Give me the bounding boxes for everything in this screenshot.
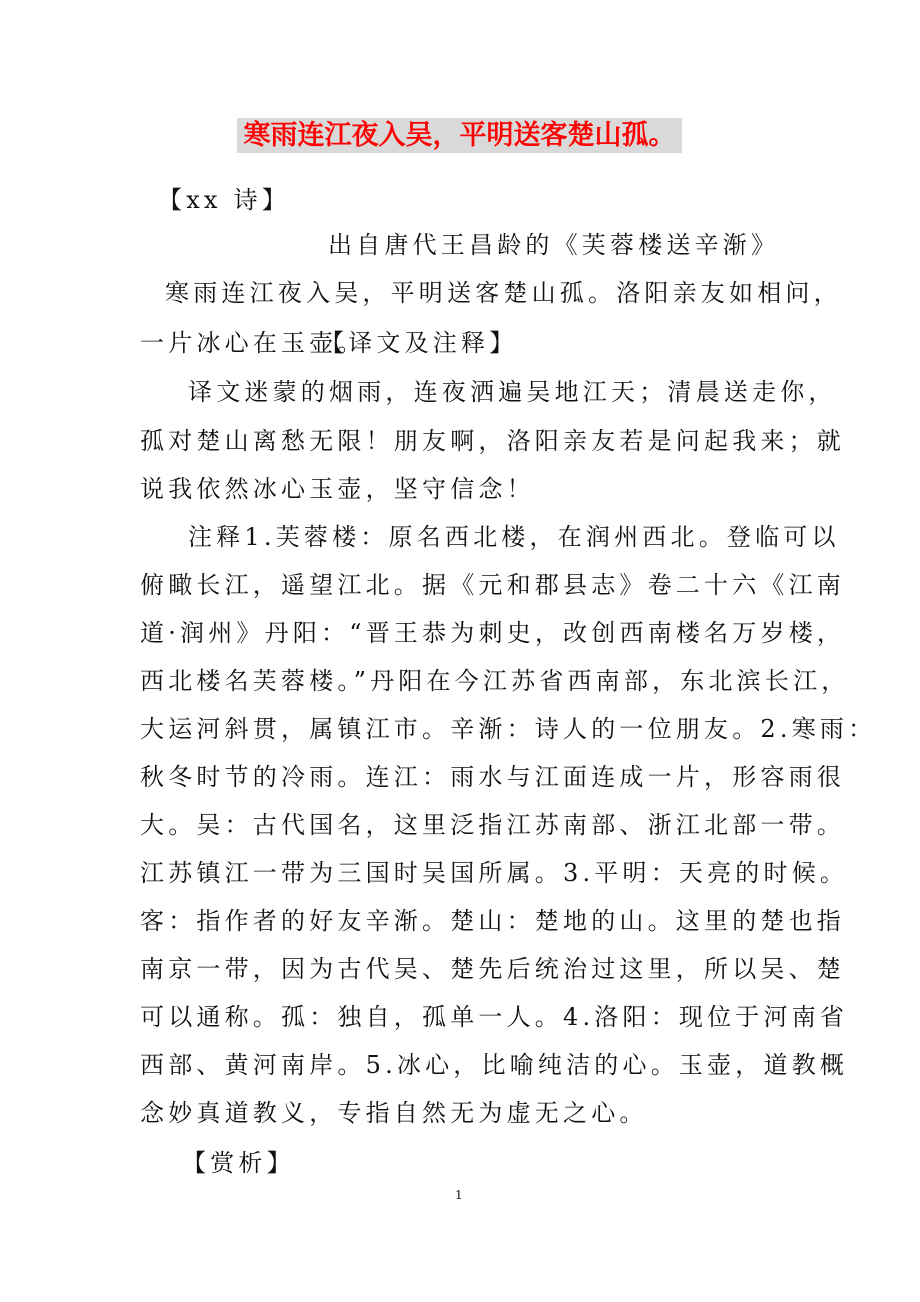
translation-line: 孤对楚山离愁无限！朋友啊，洛阳亲友若是问起我来；就 [140, 427, 845, 455]
poem-line: 寒雨连江夜入吴，平明送客楚山孤。洛阳亲友如相问， [165, 279, 842, 307]
note-line: 江苏镇江一带为三国时吴国所属。3.平明：天亮的时候。 [140, 859, 849, 887]
note-line: 大运河斜贯，属镇江市。辛渐：诗人的一位朋友。2.寒雨： [140, 715, 877, 743]
note-line: 注释1.芙蓉楼：原名西北楼，在润州西北。登临可以 [188, 523, 840, 551]
note-line: 俯瞰长江，遥望江北。据《元和郡县志》卷二十六《江南 [140, 571, 845, 599]
note-line: 南京一带，因为古代吴、楚先后统治过这里，所以吴、楚 [140, 955, 845, 983]
section-heading-translation: 【译文及注释】 [320, 329, 518, 357]
poem-line: 一片冰心在玉壶。 [140, 329, 366, 357]
poem-source: 出自唐代王昌龄的《芙蓉楼送辛渐》 [328, 231, 780, 259]
note-line: 念妙真道教义，专指自然无为虚无之心。 [140, 1099, 648, 1127]
note-line: 秋冬时节的冷雨。连江：雨水与江面连成一片，形容雨很 [140, 763, 845, 791]
page-number: 1 [455, 1188, 463, 1202]
note-line: 西北楼名芙蓉楼。”丹阳在今江苏省西南部，东北滨长江， [140, 667, 850, 695]
document-title: 寒雨连江夜入吴，平明送客楚山孤。 [237, 118, 682, 153]
note-line: 可以通称。孤：独自，孤单一人。4.洛阳：现位于河南省 [140, 1003, 849, 1031]
note-line: 客：指作者的好友辛渐。楚山：楚地的山。这里的楚也指 [140, 907, 845, 935]
translation-line: 译文迷蒙的烟雨，连夜洒遍吴地江天；清晨送走你， [188, 378, 837, 406]
section-heading-poem: 【xx 诗】 [158, 186, 290, 214]
section-heading-appreciation: 【赏析】 [182, 1149, 295, 1177]
note-line: 道·润州》丹阳：“晋王恭为刺史，改创西南楼名万岁楼， [140, 619, 846, 647]
note-line: 西部、黄河南岸。5.冰心，比喻纯洁的心。玉壶，道教概 [140, 1051, 849, 1079]
translation-line: 说我依然冰心玉壶，坚守信念！ [140, 475, 535, 503]
note-line: 大。吴：古代国名，这里泛指江苏南部、浙江北部一带。 [140, 811, 845, 839]
